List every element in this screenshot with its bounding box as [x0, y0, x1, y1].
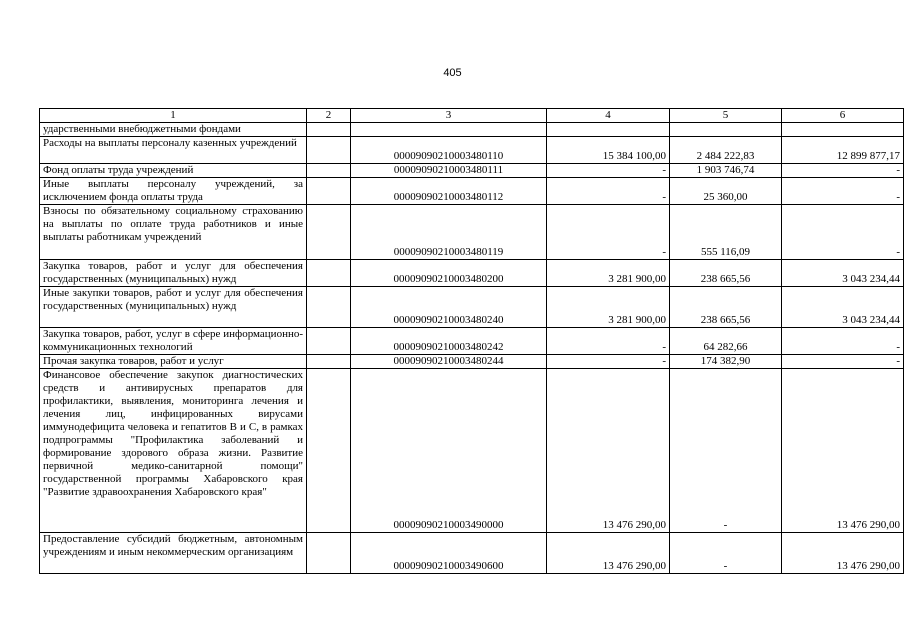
approved-amount: 13 476 290,00: [547, 533, 670, 574]
table-header-row: [40, 109, 904, 123]
executed-amount: 555 116,09: [670, 205, 782, 260]
remaining-amount: -: [782, 178, 904, 205]
budget-code: 00009090210003480200: [351, 260, 547, 287]
remaining-amount: -: [782, 328, 904, 355]
executed-amount: -: [670, 533, 782, 574]
column-header: 4: [547, 109, 670, 123]
executed-amount: 238 665,56: [670, 287, 782, 328]
table-row: [40, 164, 904, 178]
column-2-cell: [307, 355, 351, 369]
remaining-amount: 3 043 234,44: [782, 260, 904, 287]
budget-code: 00009090210003490600: [351, 533, 547, 574]
remaining-amount: 13 476 290,00: [782, 369, 904, 533]
column-header: 6: [782, 109, 904, 123]
expense-name: Предоставление субсидий бюджетным, автономным учреждениям и иным некоммерческим организациям: [40, 533, 307, 574]
column-2-cell: [307, 287, 351, 328]
executed-amount: 174 382,90: [670, 355, 782, 369]
column-2-cell: [307, 205, 351, 260]
budget-code: 00009090210003480110: [351, 137, 547, 164]
table-row: [40, 369, 904, 533]
table-row: [40, 355, 904, 369]
column-2-cell: [307, 260, 351, 287]
table-row: [40, 287, 904, 328]
table-row: [40, 328, 904, 355]
budget-code: 00009090210003480119: [351, 205, 547, 260]
executed-amount: 25 360,00: [670, 178, 782, 205]
column-header: 5: [670, 109, 782, 123]
page-number: 405: [443, 67, 462, 79]
executed-amount: 238 665,56: [670, 260, 782, 287]
column-2-cell: [307, 369, 351, 533]
column-header: 1: [40, 109, 307, 123]
approved-amount: 3 281 900,00: [547, 260, 670, 287]
column-2-cell: [307, 137, 351, 164]
column-2-cell: [307, 533, 351, 574]
column-2-cell: [307, 178, 351, 205]
remaining-amount: -: [782, 164, 904, 178]
expense-name: ударственными внебюджетными фондами: [40, 123, 307, 137]
budget-table: [39, 108, 904, 574]
table-row: [40, 205, 904, 260]
column-2-cell: [307, 328, 351, 355]
table-row: [40, 178, 904, 205]
column-2-cell: [307, 164, 351, 178]
budget-code: 00009090210003480242: [351, 328, 547, 355]
approved-amount: 13 476 290,00: [547, 369, 670, 533]
column-2-cell: [307, 123, 351, 137]
approved-amount: [547, 123, 670, 137]
expense-name: Иные закупки товаров, работ и услуг для обеспечения государственных (муниципальных) нужд: [40, 287, 307, 328]
expense-name: Расходы на выплаты персоналу казенных учреждений: [40, 137, 307, 164]
executed-amount: -: [670, 369, 782, 533]
table-row: [40, 123, 904, 137]
executed-amount: 2 484 222,83: [670, 137, 782, 164]
budget-code: 00009090210003480244: [351, 355, 547, 369]
table-row: [40, 533, 904, 574]
expense-name: Закупка товаров, работ и услуг для обеспечения государственных (муниципальных) нужд: [40, 260, 307, 287]
remaining-amount: 3 043 234,44: [782, 287, 904, 328]
remaining-amount: -: [782, 205, 904, 260]
column-header: 2: [307, 109, 351, 123]
remaining-amount: -: [782, 355, 904, 369]
approved-amount: 15 384 100,00: [547, 137, 670, 164]
approved-amount: -: [547, 328, 670, 355]
table-row: [40, 260, 904, 287]
remaining-amount: 12 899 877,17: [782, 137, 904, 164]
executed-amount: 64 282,66: [670, 328, 782, 355]
remaining-amount: 13 476 290,00: [782, 533, 904, 574]
approved-amount: -: [547, 205, 670, 260]
executed-amount: [670, 123, 782, 137]
budget-code: [351, 123, 547, 137]
column-header: 3: [351, 109, 547, 123]
expense-name: Взносы по обязательному социальному страхованию на выплаты по оплате труда работников и иные выплаты работникам учреждений: [40, 205, 307, 260]
approved-amount: 3 281 900,00: [547, 287, 670, 328]
expense-name: Иные выплаты персоналу учреждений, за исключением фонда оплаты труда: [40, 178, 307, 205]
executed-amount: 1 903 746,74: [670, 164, 782, 178]
expense-name: Фонд оплаты труда учреждений: [40, 164, 307, 178]
budget-code: 00009090210003480112: [351, 178, 547, 205]
budget-code: 00009090210003490000: [351, 369, 547, 533]
approved-amount: -: [547, 178, 670, 205]
remaining-amount: [782, 123, 904, 137]
budget-code: 00009090210003480111: [351, 164, 547, 178]
expense-name: Закупка товаров, работ, услуг в сфере информационно-коммуникационных технологий: [40, 328, 307, 355]
approved-amount: -: [547, 164, 670, 178]
budget-code: 00009090210003480240: [351, 287, 547, 328]
expense-name: Прочая закупка товаров, работ и услуг: [40, 355, 307, 369]
approved-amount: -: [547, 355, 670, 369]
expense-name: Финансовое обеспечение закупок диагностических средств и антивирусных препаратов для профилактики, выявления, мониторинга лечения и лечения лиц, инфицированных вирусами иммунодефицита человека и гепатитов В и С, в рамках подпрограммы "Профилактика заболеваний и формирование здорового образа жизни. Развитие первичной медико-санитарной помощи" государственной программы Хабаровского края "Развитие здравоохранения Хабаровского края": [40, 369, 307, 533]
table-row: [40, 137, 904, 164]
